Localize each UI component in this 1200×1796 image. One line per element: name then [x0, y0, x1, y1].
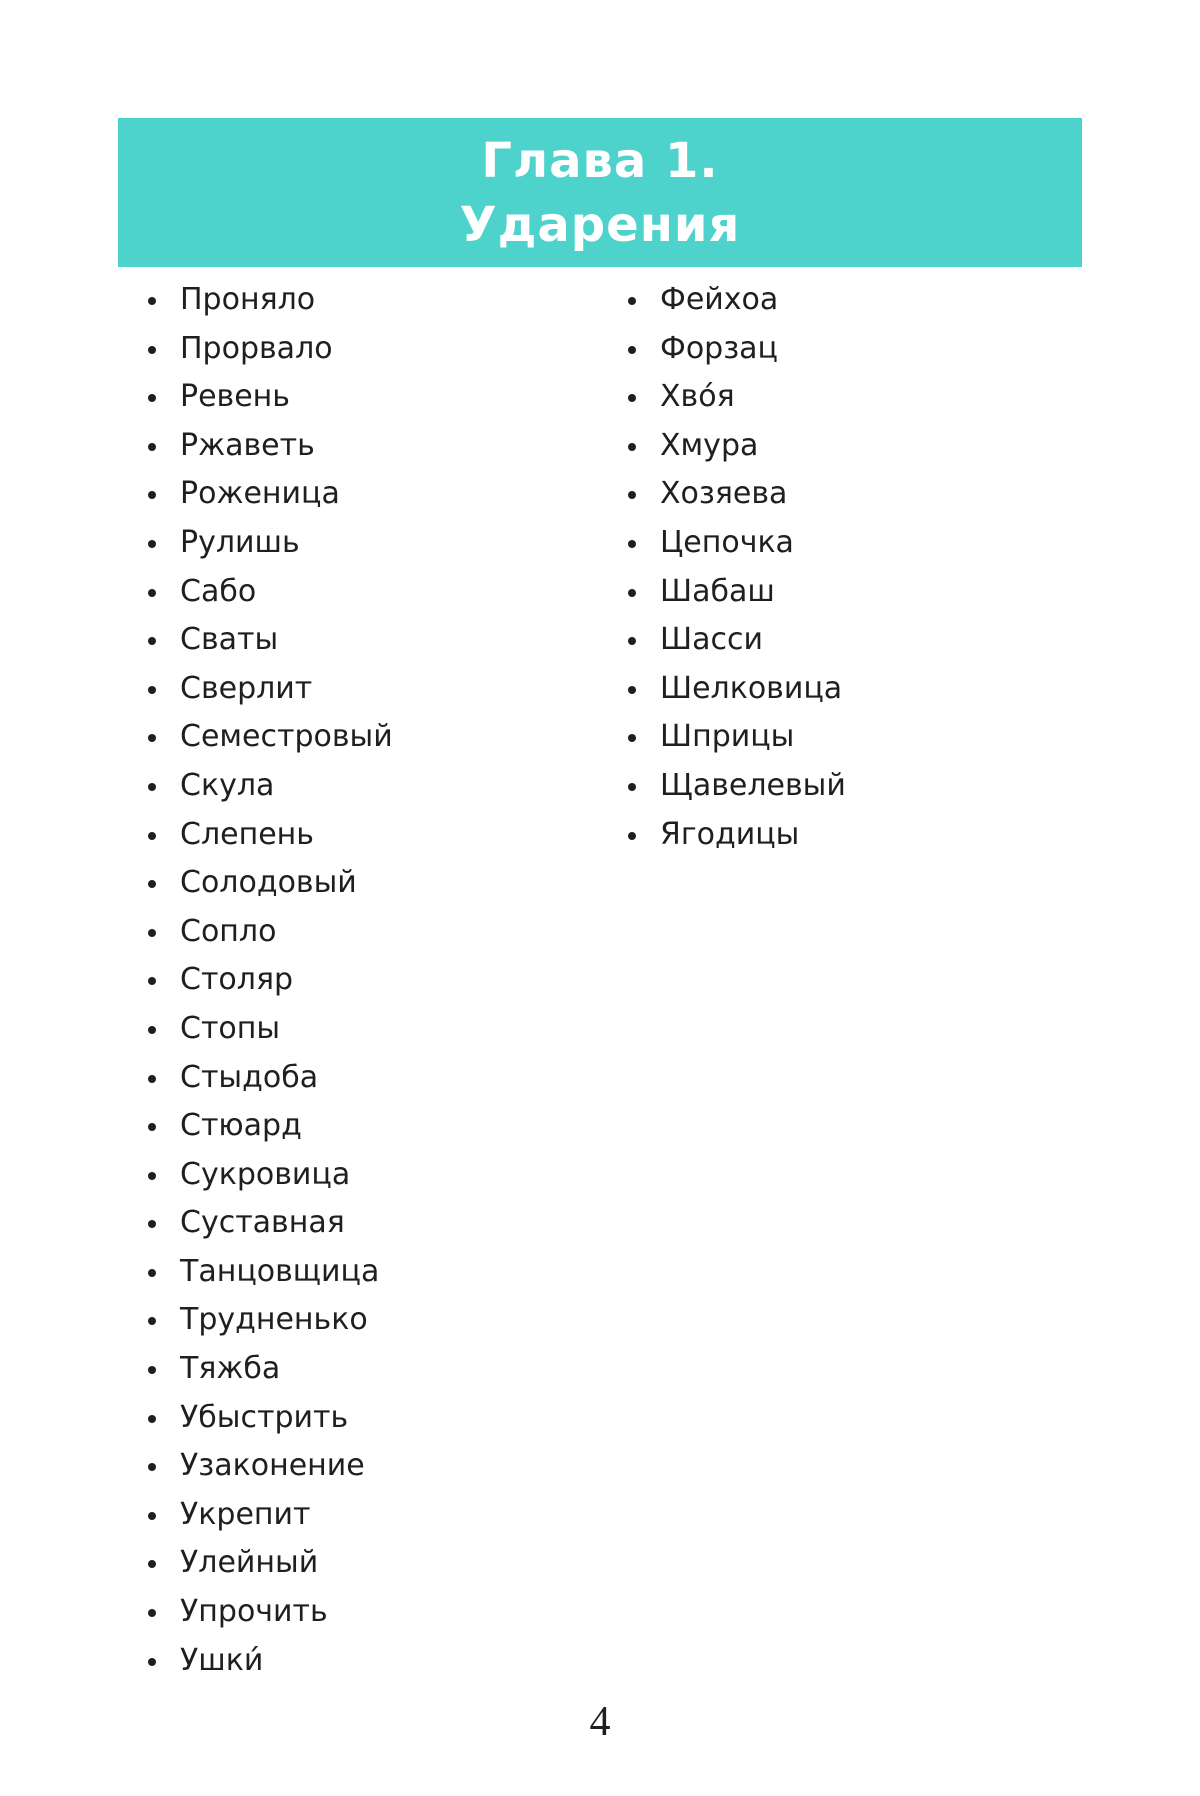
bullet-icon [148, 1026, 156, 1034]
list-item-text: Ягодицы [660, 816, 800, 852]
bullet-icon [148, 832, 156, 840]
list-item [142, 1248, 393, 1297]
list-item [622, 276, 846, 325]
list-item [142, 1442, 393, 1491]
list-item [622, 568, 846, 617]
list-item [142, 1637, 393, 1686]
list-item-text: Роженица [180, 476, 340, 512]
bullet-icon [148, 929, 156, 937]
list-item [142, 1539, 393, 1588]
list-item [142, 1005, 393, 1054]
bullet-icon [148, 394, 156, 402]
bullet-icon [148, 297, 156, 305]
list-item-text: Упрочить [180, 1594, 328, 1630]
list-item [142, 568, 393, 617]
list-item [142, 1394, 393, 1443]
list-item-text: Хозяева [660, 476, 788, 512]
list-item [142, 373, 393, 422]
bullet-icon [148, 1512, 156, 1520]
list-item [142, 859, 393, 908]
list-item-text: Щавелевый [660, 767, 846, 803]
list-item [142, 762, 393, 811]
list-item [622, 373, 846, 422]
list-item-text: Шелковица [660, 670, 843, 706]
list-item-text: Стопы [180, 1010, 281, 1046]
list-item [142, 811, 393, 860]
list-item [622, 762, 846, 811]
list-item [142, 1102, 393, 1151]
list-item [142, 1588, 393, 1637]
page-number: 4 [589, 1699, 611, 1745]
bullet-icon [628, 443, 636, 451]
list-item-text: Фейхоа [660, 282, 779, 317]
list-item [142, 1151, 393, 1200]
list-item-text: Прорвало [180, 330, 333, 366]
bullet-icon [148, 1172, 156, 1180]
bullet-icon [148, 1220, 156, 1228]
bullet-icon [148, 1463, 156, 1471]
list-item [142, 1296, 393, 1345]
list-item [622, 470, 846, 519]
list-item [622, 422, 846, 471]
list-item-text: Узаконение [180, 1448, 365, 1484]
list-item-text: Сукровица [180, 1156, 351, 1192]
list-item [622, 616, 846, 665]
list-item-text: Ржаветь [180, 427, 315, 463]
bullet-icon [148, 783, 156, 791]
bullet-icon [148, 1317, 156, 1325]
list-item-text: Ушки́ [180, 1642, 264, 1678]
list-item-text: Шприцы [660, 719, 795, 755]
list-item-text: Суставная [180, 1205, 345, 1241]
list-item-text: Ревень [180, 379, 290, 415]
bullet-icon [148, 1269, 156, 1277]
list-item [142, 1491, 393, 1540]
bullet-icon [628, 346, 636, 354]
list-item [622, 665, 846, 714]
list-item [142, 956, 393, 1005]
bullet-icon [628, 686, 636, 694]
list-item [142, 1054, 393, 1103]
bullet-icon [628, 297, 636, 305]
list-item-text: Сопло [180, 913, 277, 949]
list-item [142, 470, 393, 519]
list-item [142, 1345, 393, 1394]
list-item [142, 422, 393, 471]
list-item [142, 1199, 393, 1248]
bullet-icon [148, 346, 156, 354]
list-item-text: Сверлит [180, 670, 313, 706]
bullet-icon [148, 491, 156, 499]
list-item-text: Тяжба [180, 1351, 281, 1387]
bullet-icon [628, 540, 636, 548]
bullet-icon [148, 1560, 156, 1568]
list-item-text: Солодовый [180, 865, 357, 901]
bullet-icon [628, 734, 636, 742]
list-item-text: Танцовщица [180, 1253, 380, 1289]
list-item-text: Стыдоба [180, 1059, 319, 1095]
list-item [142, 276, 393, 325]
chapter-title: Глава 1. [481, 132, 719, 189]
bullet-icon [628, 783, 636, 791]
bullet-icon [148, 880, 156, 888]
bullet-icon [148, 443, 156, 451]
list-item [142, 519, 393, 568]
bullet-icon [628, 832, 636, 840]
bullet-icon [628, 589, 636, 597]
list-item-text: Скула [180, 767, 275, 803]
list-item-text: Столяр [180, 962, 294, 998]
list-item-text: Стюард [180, 1108, 302, 1144]
bullet-icon [628, 394, 636, 402]
bullet-icon [148, 977, 156, 985]
list-item-text: Шасси [660, 622, 763, 658]
list-item-text: Улейный [180, 1545, 319, 1581]
bullet-icon [148, 1075, 156, 1083]
list-item [622, 325, 846, 374]
list-item [142, 713, 393, 762]
list-item-text: Сваты [180, 622, 279, 658]
bullet-icon [148, 1609, 156, 1617]
list-item-text: Убыстрить [180, 1399, 349, 1435]
list-item-text: Сабо [180, 573, 257, 609]
list-item-text: Проняло [180, 282, 316, 317]
list-item-text: Хво́я [660, 379, 735, 415]
bullet-icon [628, 637, 636, 645]
bullet-icon [148, 686, 156, 694]
list-item-text: Шабаш [660, 573, 775, 609]
list-item-text: Слепень [180, 816, 314, 852]
list-item [142, 908, 393, 957]
list-item-text: Цепочка [660, 524, 794, 560]
list-item-text: Семестровый [180, 719, 393, 755]
bullet-icon [148, 1658, 156, 1666]
bullet-icon [148, 734, 156, 742]
chapter-header [118, 118, 1082, 267]
list-item [622, 519, 846, 568]
list-item-text: Хмура [660, 427, 759, 463]
bullet-icon [148, 637, 156, 645]
bullet-icon [148, 540, 156, 548]
list-item [142, 616, 393, 665]
list-item-text: Рулишь [180, 524, 300, 560]
word-list-left [142, 276, 393, 1685]
bullet-icon [628, 491, 636, 499]
bullet-icon [148, 589, 156, 597]
list-item [142, 325, 393, 374]
list-item [622, 713, 846, 762]
list-item-text: Трудненько [180, 1302, 368, 1338]
bullet-icon [148, 1123, 156, 1131]
list-item-text: Форзац [660, 330, 778, 366]
chapter-subtitle: Ударения [459, 196, 741, 253]
list-item [622, 811, 846, 860]
list-item [142, 665, 393, 714]
bullet-icon [148, 1415, 156, 1423]
list-item-text: Укрепит [180, 1496, 311, 1532]
bullet-icon [148, 1366, 156, 1374]
word-list-right [622, 276, 846, 859]
